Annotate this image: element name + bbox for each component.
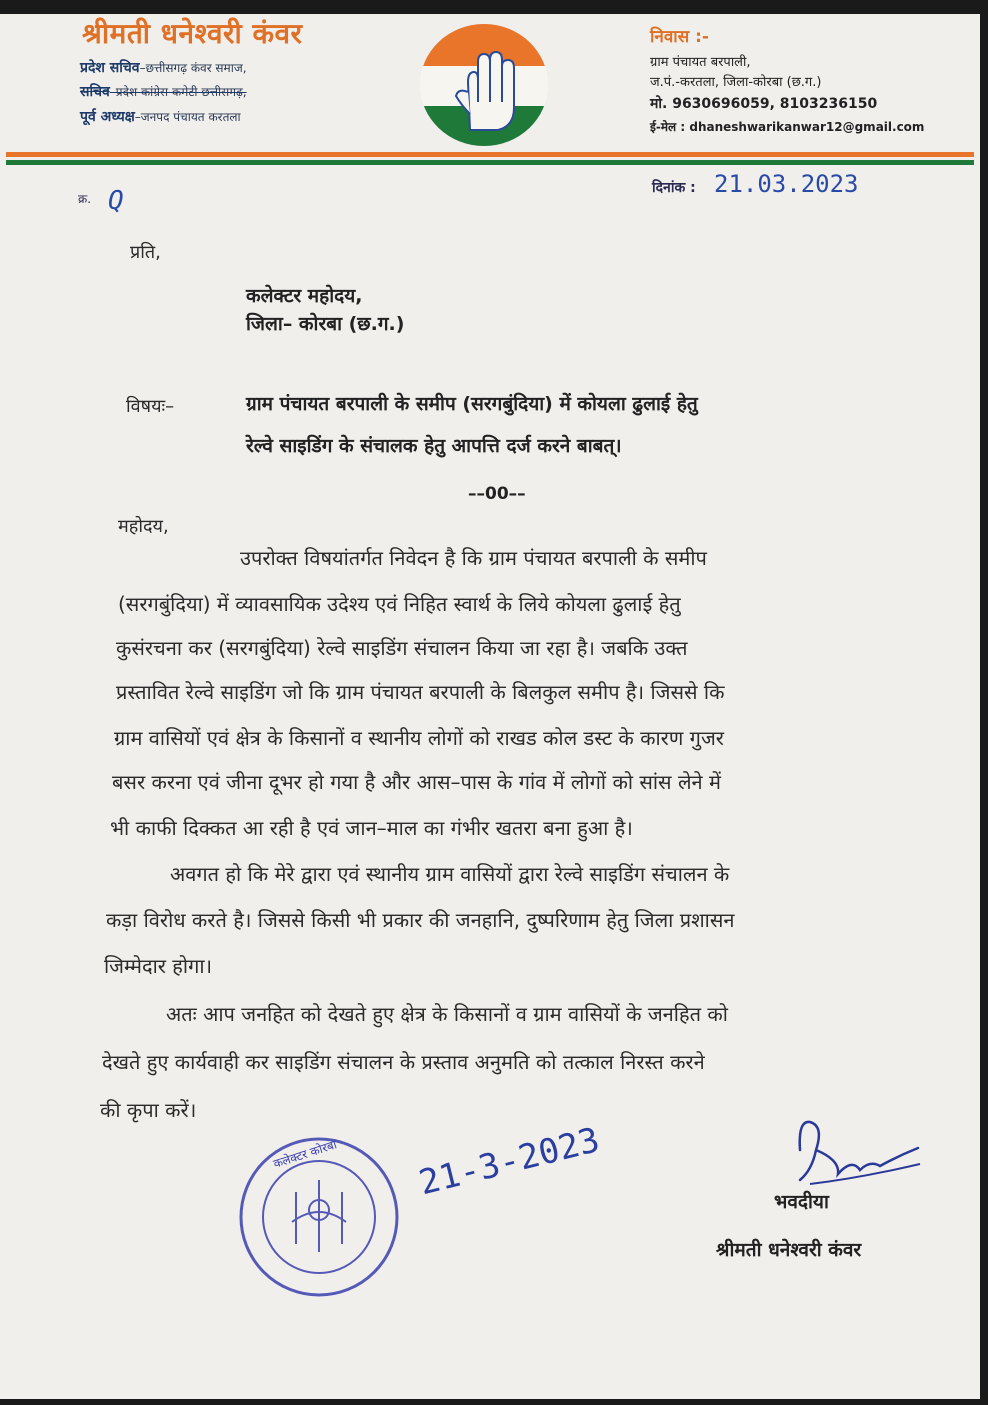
date-label: दिनांक : (652, 180, 696, 196)
closing-text: भवदीया (774, 1191, 829, 1213)
role-detail: –छत्तीसगढ़ कंवर समाज, (139, 61, 247, 75)
para3-line-3: की कृपा करें। (100, 1098, 197, 1122)
residence-line-2: ज.पं.-करतला, जिला-कोरबा (छ.ग.) (650, 75, 822, 90)
para1-line-1: उपरोक्त विषयांतर्गत निवेदन है कि ग्राम पंचायत बरपाली के समीप (240, 546, 707, 570)
role-line-1 (80, 58, 247, 77)
email-line (650, 118, 924, 135)
role-detail: –प्रदेश कांग्रेस कमेटी छत्तीसगढ़, (109, 85, 247, 99)
phone-line (650, 94, 877, 113)
para3-line-2: देखते हुए कार्यवाही कर साइडिंग संचालन के प्रस्ताव अनुमति को तत्काल निरस्त करने (102, 1050, 705, 1074)
addressee-line-1: कलेक्टर महोदय, (246, 285, 363, 307)
role-title: प्रदेश सचिव (80, 60, 140, 76)
role-detail: –जनपद पंचायत करतला (134, 110, 241, 124)
subject-line-2: रेल्वे साइडिंग के संचालक हेतु आपत्ति दर्ज करने बाबत्। (246, 435, 622, 457)
letter-paper (0, 14, 980, 1399)
residence-line-1: ग्राम पंचायत बरपाली, (650, 55, 751, 70)
party-logo-icon (418, 22, 550, 148)
addressee-line-2: जिला– कोरबा (छ.ग.) (246, 313, 405, 335)
para2-line-1: अवगत हो कि मेरे द्वारा एवं स्थानीय ग्राम वासियों द्वारा रेल्वे साइडिंग संचालन के (170, 862, 730, 886)
sender-name-heading: श्रीमती धनेश्वरी कंवर (82, 17, 303, 50)
date-value: 21.03.2023 (714, 170, 859, 198)
para1-line-2: (सरगबुंदिया) में व्यावसायिक उदेश्य एवं निहित स्वार्थ के लिये कोयला ढुलाई हेतु (118, 592, 681, 616)
salutation: महोदय, (118, 516, 169, 537)
to-label: प्रति, (130, 242, 161, 263)
para1-line-5: ग्राम वासियों एवं क्षेत्र के किसानों व स्थानीय लोगों को राखड कोल डस्ट के कारण गुजर (114, 726, 724, 750)
role-line-2 (80, 82, 247, 101)
phone-number: 9630696059, 8103236150 (672, 96, 878, 112)
role-line-3 (80, 107, 241, 126)
email-label: ई-मेल : (650, 120, 686, 134)
email-address: dhaneshwarikanwar12@gmail.com (689, 120, 925, 134)
para1-line-6: बसर करना एवं जीना दूभर हो गया है और आस–पास के गांव में लोगों को सांस लेने में (112, 770, 721, 794)
role-title: सचिव (80, 84, 110, 100)
residence-title: निवास :- (650, 27, 709, 47)
role-title: पूर्व अध्यक्ष (80, 109, 135, 125)
green-stripe (6, 160, 974, 165)
signer-name: श्रीमती धनेश्वरी कंवर (716, 1239, 862, 1261)
ref-value: Q (108, 186, 124, 216)
para2-line-3: जिम्मेदार होगा। (104, 954, 213, 978)
para1-line-3: कुसंरचना कर (सरगबुंदिया) रेल्वे साइडिंग संचालन किया जा रहा है। जबकि उक्त (116, 636, 688, 660)
signature-scribble (780, 1110, 930, 1200)
para2-line-2: कड़ा विरोध करते है। जिससे किसी भी प्रकार की जनहानि, दुष्परिणाम हेतु जिला प्रशासन (106, 908, 735, 932)
seal-text: कलेक्टर कोरबा (271, 1137, 339, 1172)
ref-label: क्र. (78, 192, 92, 206)
para1-line-4: प्रस्तावित रेल्वे साइडिंग जो कि ग्राम पंचायत बरपाली के बिलकुल समीप है। जिससे कि (116, 680, 725, 704)
para3-line-1: अतः आप जनहित को देखते हुए क्षेत्र के किसानों व ग्राम वासियों के जनहित को (166, 1002, 728, 1026)
divider-mark: ––00–– (468, 484, 526, 504)
para1-line-7: भी काफी दिक्कत आ रही है एवं जान–माल का गंभीर खतरा बना हुआ है। (110, 816, 633, 840)
office-seal-stamp (234, 1132, 404, 1302)
phone-label: मो. (650, 96, 668, 112)
subject-label: विषयः– (126, 396, 175, 417)
subject-line-1: ग्राम पंचायत बरपाली के समीप (सरगबुंदिया) में कोयला ढुलाई हेतु (246, 393, 698, 415)
stamp-date: 21-3-2023 (415, 1120, 604, 1204)
